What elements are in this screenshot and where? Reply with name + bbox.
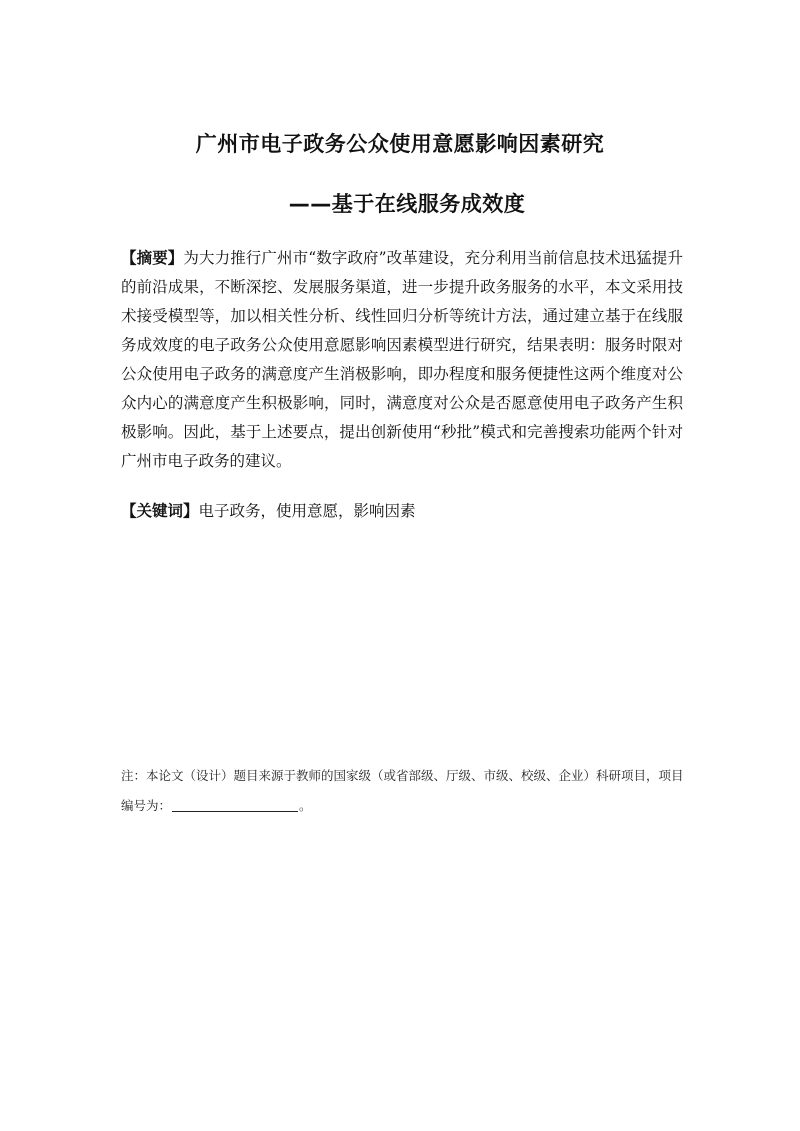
keywords-label: 【关键词】: [121, 502, 199, 520]
project-number-blank[interactable]: [172, 797, 298, 812]
keywords-text: 电子政务，使用意愿，影响因素: [198, 502, 416, 520]
abstract-paragraph: [121, 244, 683, 476]
paper-title: 广州市电子政务公众使用意愿影响因素研究: [195, 132, 605, 156]
note-period: 。: [299, 798, 312, 813]
source-note: [121, 761, 691, 821]
abstract-label: 【摘要】: [121, 249, 184, 267]
note-text: 注：本论文（设计）题目来源于教师的国家级（或省部级、厅级、市级、校级、企业）科研项目，项目编号为：: [121, 768, 684, 813]
paper-subtitle: ——基于在线服务成效度: [288, 192, 526, 216]
abstract-text: 为大力推行广州市“数字政府”改革建设，充分利用当前信息技术迅猛提升的前沿成果，不断深挖、发展服务渠道，进一步提升政务服务的水平，本文采用技术接受模型等，加以相关性分析、线性回归分析等统计方法，通过建立基于在线服务成效度的电子政务公众使用意愿影响因素模型进行研究，结果表明：服务时限对公众使用电子政务的满意度产生消极影响，即办程度和服务便捷性这两个维度对公众内心的满意度产生积极影响，同时，满意度对公众是否愿意使用电子政务产生积极影响。因此，基于上述要点，提出创新使用“秒批”模式和完善搜索功能两个针对广州市电子政务的建议。: [121, 249, 683, 470]
keywords-paragraph: [121, 497, 683, 526]
